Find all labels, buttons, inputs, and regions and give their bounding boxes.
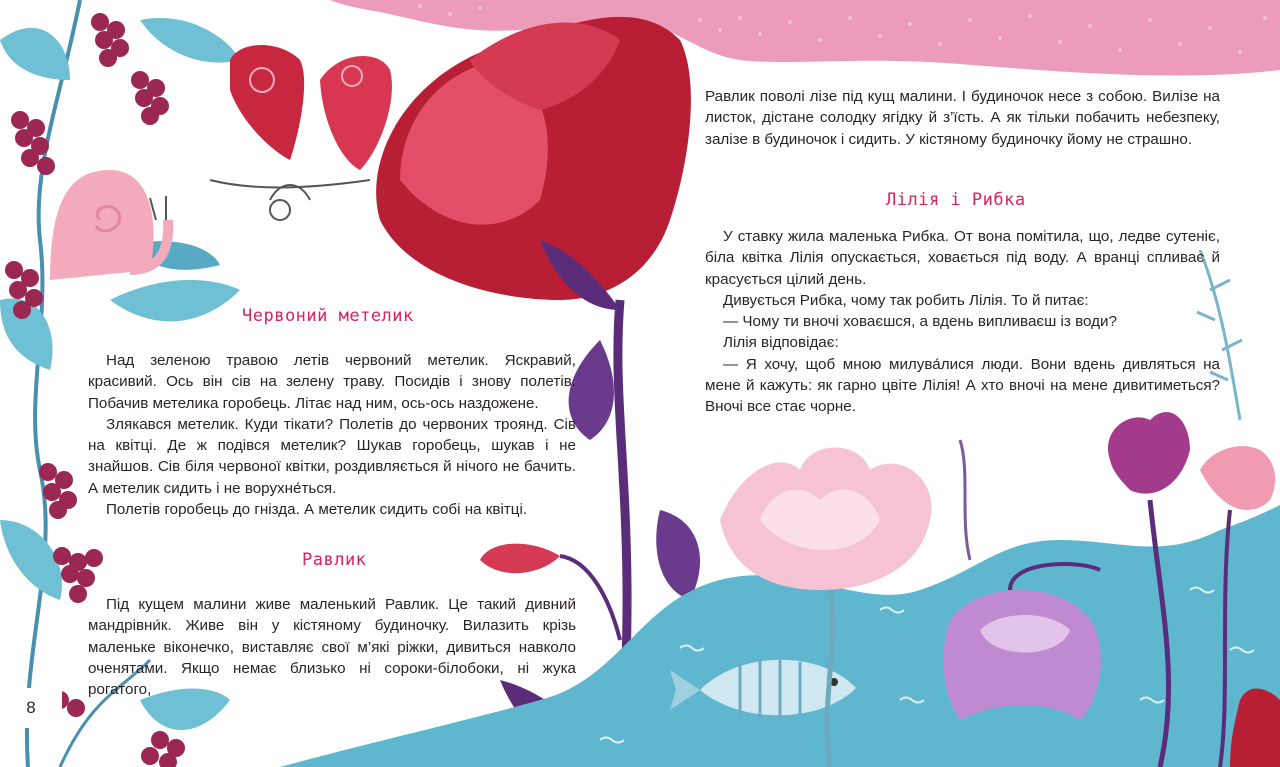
- dialogue-line: — Чому ти вночі ховаєшся, а вдень випливаєш із води?: [723, 313, 1117, 331]
- story-text-red-butterfly: [88, 350, 576, 520]
- paragraph: Лілія відповідає:: [723, 334, 839, 352]
- butterfly: [210, 45, 392, 220]
- paragraph: Під кущем малини живе маленький Равлик. Це такий дивний мандрівни́к. Живе він у кістяному будиночку. Вилазить крізь маленьке віконечко, виставляє свої м’які ріжки, дивиться навколо оченятами. Якщо немає близько ні сороки-білобоки, ні жука рогатого,: [88, 596, 576, 699]
- dialogue-line: — Я хочу, щоб мною милува́лися люди. Вони вдень дивляться на мене й кажуть: як гарно цвіте Лілія! А хто вночі на мене дивитиметься? Вночі все стає чорне.: [705, 355, 1220, 416]
- story-continuation-snail: [705, 86, 1220, 150]
- paragraph: Дивується Рибка, чому так робить Лілія. То й питає:: [723, 291, 1089, 309]
- paragraph: Полетів горобець до гнізда. А метелик сидить собі на квітці.: [106, 501, 528, 519]
- story-text-snail: [88, 594, 576, 700]
- paragraph: Равлик поволі лізе під кущ малини. І будиночок несе з собою. Вилізе на листок, дістане солодку ягідку й з’їсть. А як тільки побачить небезпеку, залізе в будиночок і сидить. У кістяному будиночку йому не страшно.: [705, 88, 1220, 148]
- story-title-lily-and-fish: Лілія і Рибка: [886, 190, 1026, 210]
- story-title-red-butterfly: Червоний метелик: [242, 306, 414, 326]
- story-text-lily-and-fish: [705, 226, 1220, 418]
- paragraph: Злякався метелик. Куди тікати? Полетів до червоних троянд. Сів на квітці. Де ж подівся метелик? Шукав горобець, шукав і не знайшов. Сів біля червоної квітки, роздивляється й нічого не бачить. А метелик сидить і не ворухне́ться.: [88, 415, 576, 497]
- snail: [50, 170, 168, 280]
- story-title-snail: Равлик: [302, 550, 367, 570]
- paragraph: У ставку жила маленька Рибка. От вона помітила, що, ледве сутеніє, біла квітка Лілія опускається, ховається під воду. А вранці спливає й красується цілий день.: [705, 228, 1220, 288]
- page-number: 8: [0, 688, 62, 728]
- paragraph: Над зеленою травою летів червоний метелик. Яскравий, красивий. Ось він сів на зелену траву. Посидів і знову полетів. Побачив метелика горобець. Літає над ним, ось-ось наздожене.: [88, 352, 576, 412]
